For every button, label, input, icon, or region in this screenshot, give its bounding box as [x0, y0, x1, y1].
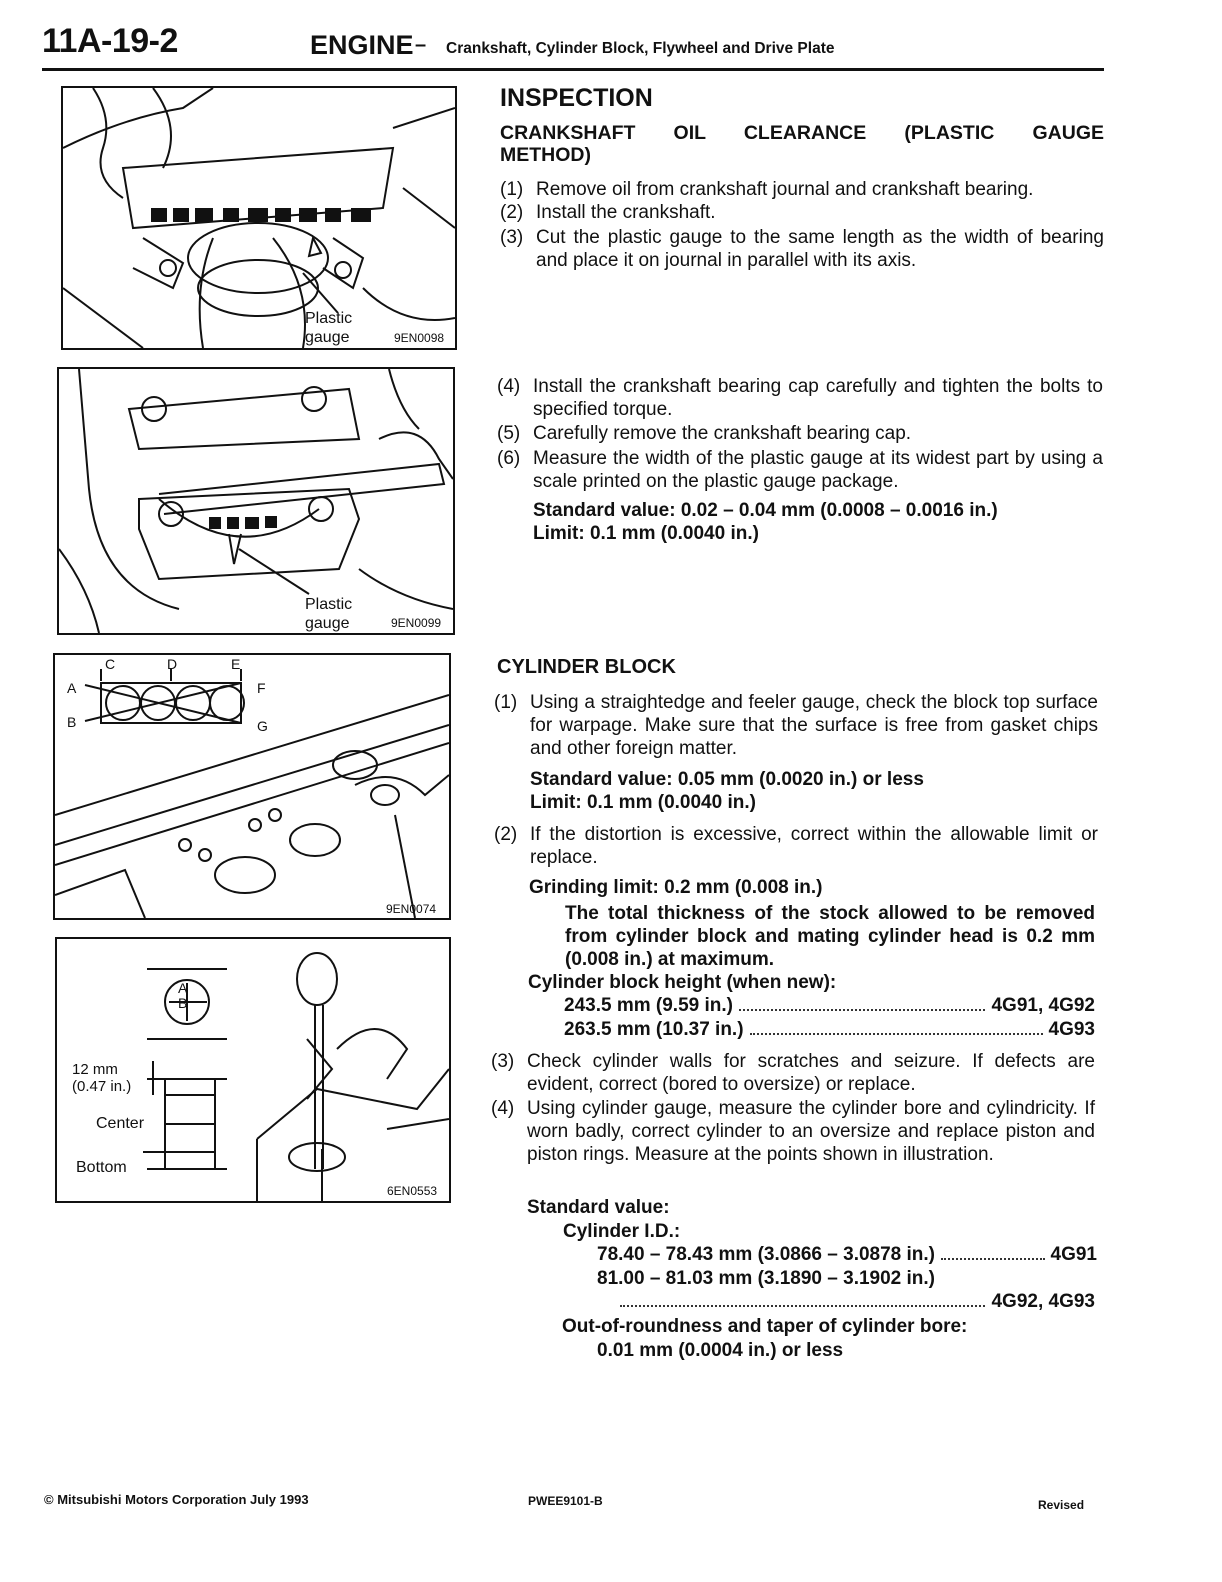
oil-clearance-heading-line2: METHOD) [500, 144, 591, 166]
bottom-label: Bottom [76, 1159, 127, 1176]
letter-e: E [231, 656, 241, 672]
step-text: Remove oil from crankshaft journal and crankshaft bearing. [536, 179, 1034, 200]
step-text: Install the crankshaft. [536, 202, 716, 223]
engine-model: 4G93 [1048, 1019, 1095, 1040]
step-text: Carefully remove the crankshaft bearing cap. [533, 423, 912, 444]
figure-code: 6EN0553 [387, 1184, 438, 1198]
step-text: Measure the width of the plastic gauge at its widest part by using a scale printed on the plastic gauge package. [533, 448, 1103, 492]
cylinder-block-heading: CYLINDER BLOCK [497, 656, 676, 678]
cylinder-id-row-2 [620, 1291, 1095, 1313]
dot-leader [620, 1305, 985, 1307]
figure-code: 9EN0074 [386, 902, 437, 916]
dim-line2: (0.47 in.) [72, 1078, 132, 1095]
out-of-roundness-title: Out-of-roundness and taper of cylinder bore: [562, 1316, 968, 1337]
plastic-gauge-label [305, 309, 352, 347]
inspection-step-2 [500, 201, 1104, 224]
footer-revised: Revised [1038, 1498, 1085, 1512]
figure-block-warpage [53, 653, 451, 920]
engine-model: 4G91 [1050, 1244, 1097, 1265]
figure-code: 9EN0099 [391, 616, 442, 630]
dot-leader [941, 1258, 1045, 1260]
footer-document-code: PWEE9101-B [528, 1494, 603, 1508]
block-height-title: Cylinder block height (when new): [528, 972, 837, 993]
step-text: Install the crankshaft bearing cap carefully and tighten the bolts to specified torque. [533, 376, 1103, 420]
cylinder-id-title: Cylinder I.D.: [563, 1221, 681, 1242]
cylinder-id-value: 78.40 – 78.43 mm (3.0866 – 3.0878 in.) [597, 1244, 936, 1265]
plastic-gauge-label [305, 595, 352, 633]
inspection-step-1 [500, 178, 1104, 201]
dot-leader [750, 1033, 1043, 1035]
bore-standard-title: Standard value: [527, 1197, 670, 1218]
engine-model: 4G91, 4G92 [991, 995, 1095, 1016]
out-of-roundness-value: 0.01 mm (0.0004 in.) or less [597, 1340, 844, 1361]
inspection-heading: INSPECTION [500, 84, 653, 112]
oil-clearance-heading: CRANKSHAFT OIL CLEARANCE (PLASTIC GAUGE [500, 122, 1104, 144]
step-number: (5) [497, 423, 521, 444]
page-number: 11A-19-2 [42, 22, 178, 60]
figure-plastic-gauge-measure [57, 367, 455, 635]
letter-d: D [167, 656, 178, 672]
step-number: (2) [500, 202, 524, 223]
cylinder-step-3 [491, 1050, 1095, 1096]
engine-model: 4G92, 4G93 [991, 1291, 1095, 1312]
grinding-limit: Grinding limit: 0.2 mm (0.008 in.) [529, 877, 823, 898]
step-number: (4) [491, 1098, 515, 1119]
inspection-step-4 [497, 375, 1103, 421]
label-line1: Plastic [305, 596, 353, 613]
cylinder-step-2 [494, 823, 1098, 869]
step-text: Cut the plastic gauge to the same length as the width of bearing and place it on journal in parallel with its axis. [536, 227, 1104, 271]
dimension-label [72, 1061, 131, 1095]
step-number: (4) [497, 376, 521, 397]
crankshaft-journal-drawing [63, 88, 455, 348]
section-title: ENGINE [310, 30, 414, 60]
bearing-cap-drawing [59, 369, 453, 633]
step-number: (1) [494, 692, 518, 713]
block-height-row-1 [564, 995, 1095, 1017]
figure-plastic-gauge-journal [61, 86, 457, 350]
section-subtitle: Crankshaft, Cylinder Block, Flywheel and Drive Plate [446, 40, 835, 57]
block-height-value: 243.5 mm (9.59 in.) [564, 995, 733, 1016]
step-number: (3) [491, 1051, 515, 1072]
letter-f: F [257, 680, 266, 696]
block-height-value: 263.5 mm (10.37 in.) [564, 1019, 744, 1040]
letter-b: B [67, 714, 77, 730]
letter-c: C [105, 656, 116, 672]
warpage-limit: Limit: 0.1 mm (0.0040 in.) [530, 792, 756, 813]
figure-cylinder-bore [55, 937, 451, 1203]
straightedge-drawing [55, 655, 449, 918]
dot-leader [739, 1009, 986, 1011]
inspection-step-6 [497, 447, 1103, 493]
header-rule [42, 68, 1104, 71]
step-text: Using cylinder gauge, measure the cylinder bore and cylindricity. If worn badly, correct cylinder to an oversize and replace piston and piston rings. Measure at the points shown in illustration. [527, 1098, 1095, 1165]
warpage-standard-value: Standard value: 0.05 mm (0.0020 in.) or less [530, 769, 924, 790]
center-label: Center [96, 1115, 145, 1132]
step-number: (3) [500, 227, 524, 248]
circle-label-b: B [178, 995, 188, 1011]
step-text: Check cylinder walls for scratches and seizure. If defects are evident, correct (bored to oversize) or replace. [527, 1051, 1095, 1095]
figure-code: 9EN0098 [394, 331, 445, 345]
block-height-row-2 [564, 1019, 1095, 1041]
cylinder-id-row-1 [597, 1244, 1097, 1266]
circle-label-a: A [178, 980, 188, 996]
cylinder-step-1 [494, 691, 1098, 760]
step-number: (6) [497, 448, 521, 469]
inspection-step-3 [500, 226, 1104, 272]
header-dash: – [415, 34, 427, 56]
step-number: (2) [494, 824, 518, 845]
letter-g: G [257, 718, 268, 734]
label-line2: gauge [305, 615, 350, 632]
letter-a: A [67, 680, 77, 696]
label-line1: Plastic [305, 310, 353, 327]
oil-clearance-limit: Limit: 0.1 mm (0.0040 in.) [533, 523, 759, 544]
step-text: Using a straightedge and feeler gauge, check the block top surface for warpage. Make sure that the surface is free from gasket chips and other foreign matter. [530, 692, 1098, 759]
inspection-step-5 [497, 422, 1103, 445]
footer-copyright: © Mitsubishi Motors Corporation July 1993 [44, 1492, 309, 1507]
oil-clearance-standard-value: Standard value: 0.02 – 0.04 mm (0.0008 – 0.0016 in.) [533, 500, 998, 521]
cylinder-step-4 [491, 1097, 1095, 1166]
label-line2: gauge [305, 329, 350, 346]
step-text: If the distortion is excessive, correct within the allowable limit or replace. [530, 824, 1098, 868]
cylinder-id-value-2: 81.00 – 81.03 mm (3.1890 – 3.1902 in.) [597, 1268, 936, 1289]
step-number: (1) [500, 179, 524, 200]
grinding-note: The total thickness of the stock allowed to be removed from cylinder block and mating cylinder head is 0.2 mm (0.008 in.) at maximum. [565, 903, 1095, 970]
dim-line1: 12 mm [72, 1061, 118, 1078]
circle-labels [178, 981, 187, 1011]
